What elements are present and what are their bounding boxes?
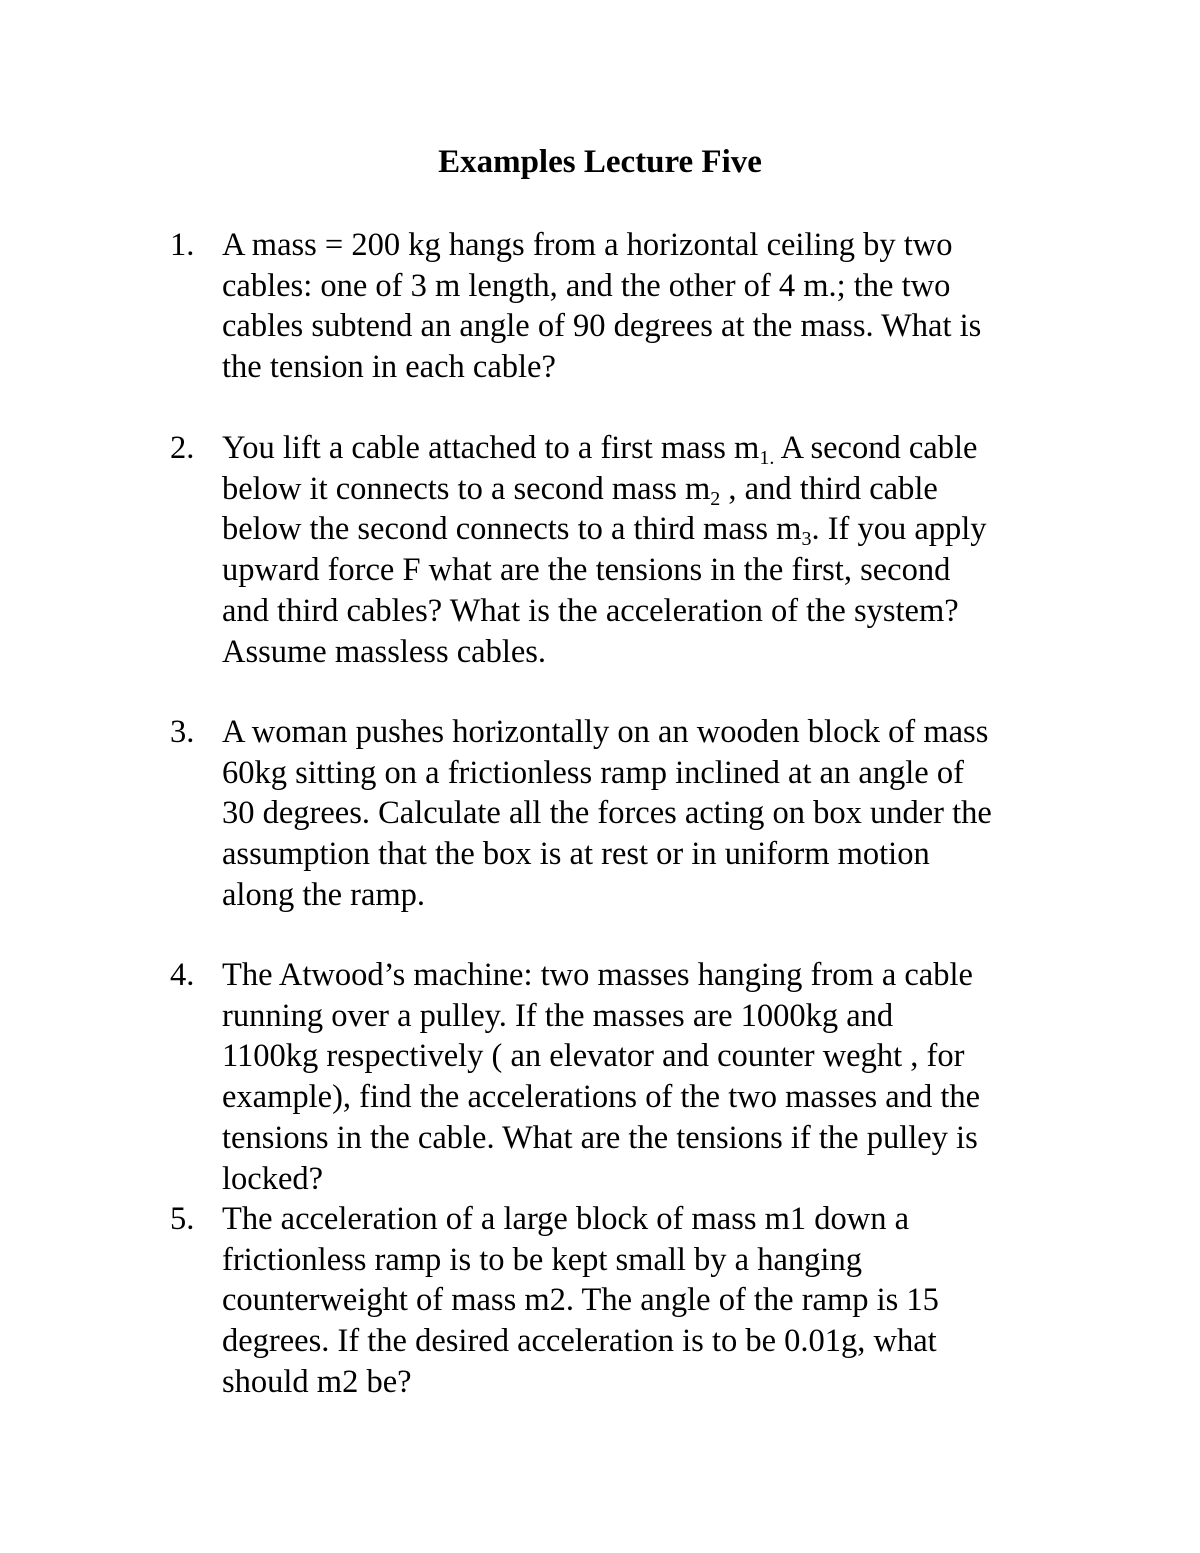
text-line: 30 degrees. Calculate all the forces acting on box under the — [222, 795, 992, 832]
text-line: running over a pulley. If the masses are 1000kg and — [222, 997, 894, 1034]
text-line: Assume massless cables. — [222, 633, 547, 670]
subscript: 1. — [759, 447, 775, 469]
problem-number: 5. — [170, 1201, 195, 1237]
text-fragment: . If you apply — [811, 511, 987, 548]
problem-number: 2. — [170, 430, 195, 466]
text-fragment: A second cable — [774, 430, 978, 466]
problem-text — [222, 1199, 1090, 1403]
text-line: 1100kg respectively ( an elevator and counter weght , for — [222, 1038, 965, 1075]
problem-text — [222, 225, 1090, 388]
problem-number: 1. — [170, 227, 195, 263]
text-line: The Atwood’s machine: two masses hanging from a cable — [222, 957, 973, 993]
problem-text — [222, 955, 1090, 1199]
text-line — [222, 469, 1090, 510]
text-line: 60kg sitting on a frictionless ramp inclined at an angle of — [222, 754, 964, 791]
text-line: example), find the accelerations of the two masses and the — [222, 1079, 981, 1116]
text-line: assumption that the box is at rest or in uniform motion — [222, 836, 930, 873]
problem-text — [222, 428, 1090, 672]
text-line: cables: one of 3 m length, and the other of 4 m.; the two — [222, 267, 951, 304]
text-line — [222, 509, 1090, 550]
text-line: tensions in the cable. What are the tensions if the pulley is — [222, 1119, 978, 1156]
text-line: degrees. If the desired acceleration is to be 0.01g, what — [222, 1323, 937, 1360]
text-line: upward force F what are the tensions in the first, second — [222, 552, 951, 589]
text-line: frictionless ramp is to be kept small by a hanging — [222, 1241, 862, 1278]
document-title: Examples Lecture Five — [438, 144, 762, 180]
text-line: and third cables? What is the acceleration of the system? — [222, 592, 959, 629]
text-line: locked? — [222, 1160, 324, 1197]
text-fragment: You lift a cable attached to a first mass m — [222, 430, 760, 466]
text-line: counterweight of mass m2. The angle of the ramp is 15 — [222, 1282, 939, 1319]
problem-item-4 — [170, 955, 1090, 1199]
problem-item-2 — [170, 428, 1090, 672]
problem-text — [222, 712, 1090, 916]
text-fragment: below the second connects to a third mass m — [222, 511, 802, 548]
subscript: 3 — [801, 528, 812, 551]
text-line: A woman pushes horizontally on an wooden block of mass — [222, 714, 989, 750]
text-fragment: , and third cable — [720, 470, 938, 507]
problem-item-1 — [170, 225, 1090, 388]
text-fragment: below it connects to a second mass m — [222, 470, 711, 507]
subscript: 2 — [710, 487, 721, 510]
text-line: The acceleration of a large block of mass m1 down a — [222, 1201, 910, 1237]
problem-number: 3. — [170, 714, 195, 750]
text-line — [222, 428, 1090, 469]
problem-number: 4. — [170, 957, 195, 993]
text-line: along the ramp. — [222, 876, 426, 913]
text-line: the tension in each cable? — [222, 349, 556, 386]
text-line: should m2 be? — [222, 1363, 412, 1400]
text-line: cables subtend an angle of 90 degrees at the mass. What is — [222, 308, 982, 345]
text-line: A mass = 200 kg hangs from a horizontal ceiling by two — [222, 227, 953, 263]
problem-item-5 — [170, 1199, 1090, 1403]
problem-item-3 — [170, 712, 1090, 916]
